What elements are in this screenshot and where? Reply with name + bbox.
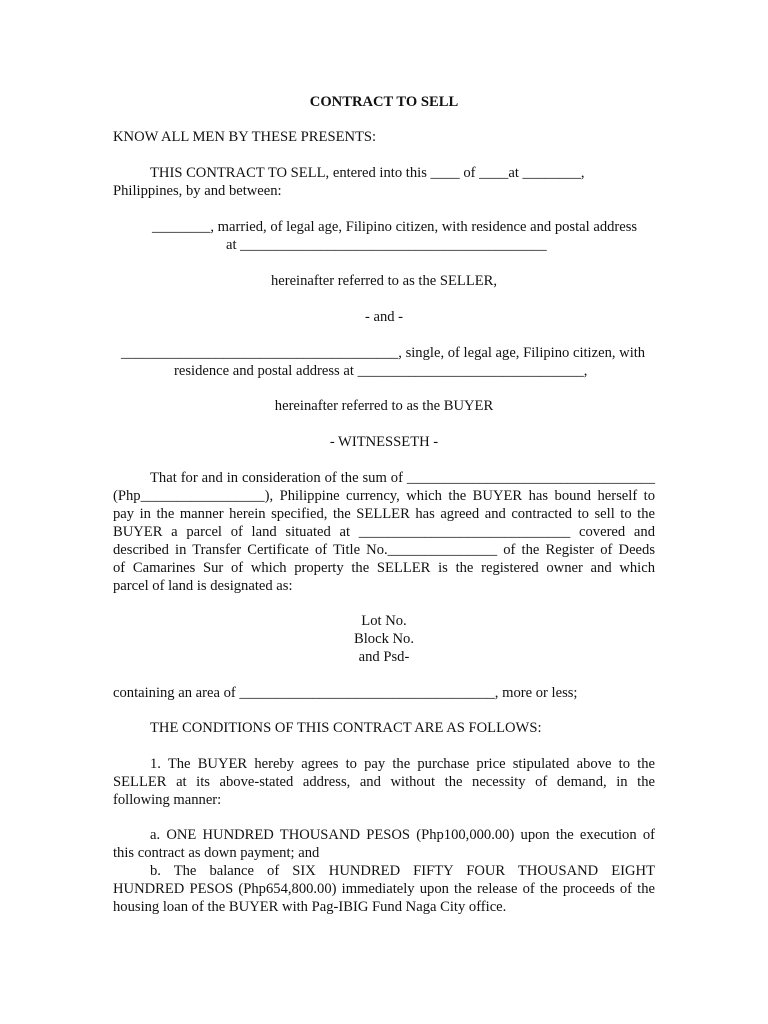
area-line: containing an area of ___________________________________, more or less; [113, 685, 578, 701]
seller-line-1: ________, married, of legal age, Filipino citizen, with residence and postal address [152, 219, 638, 235]
item-b-line-2: HUNDRED PESOS (Php654,800.00) immediately upon the release of the proceeds of the [113, 881, 655, 897]
witnesseth-heading: - WITNESSETH - [329, 434, 439, 450]
consideration-line-3: pay in the manner herein specified, the SELLER has agreed and contracted to sell to the [113, 506, 655, 522]
consideration-line-4: BUYER a parcel of land situated at _____________________________ covered and [113, 524, 655, 540]
item-b-line-3: housing loan of the BUYER with Pag-IBIG Fund Naga City office. [113, 899, 507, 915]
condition-1-line-3: following manner: [113, 792, 222, 808]
conditions-heading: THE CONDITIONS OF THIS CONTRACT ARE AS FOLLOWS: [150, 720, 542, 736]
consideration-line-7: parcel of land is designated as: [113, 578, 293, 594]
condition-1-line-1: 1. The BUYER hereby agrees to pay the purchase price stipulated above to the [150, 756, 655, 772]
item-a-line-2: this contract as down payment; and [113, 845, 320, 861]
consideration-line-6: of Camarines Sur of which property the SELLER is the registered owner and which [113, 560, 655, 576]
intro-line-2: Philippines, by and between: [113, 183, 282, 199]
document-page [113, 0, 655, 1024]
consideration-line-5: described in Transfer Certificate of Title No._______________ of the Register of Deeds [113, 542, 655, 558]
psd-number: and Psd- [358, 649, 410, 665]
block-number: Block No. [354, 631, 414, 647]
lot-number: Lot No. [361, 613, 407, 629]
consideration-line-1: That for and in consideration of the sum of __________________________________ [150, 470, 655, 486]
and-separator: - and - [364, 309, 404, 325]
condition-1-line-2: SELLER at its above-stated address, and without the necessity of demand, in the [113, 774, 655, 790]
buyer-reference: hereinafter referred to as the BUYER [274, 398, 494, 414]
intro-line-1: THIS CONTRACT TO SELL, entered into this ____ of ____at ________, [150, 165, 585, 181]
seller-reference: hereinafter referred to as the SELLER, [270, 273, 498, 289]
buyer-line-1: ______________________________________, single, of legal age, Filipino citizen, with [121, 345, 646, 361]
document-title: CONTRACT TO SELL [309, 94, 459, 110]
consideration-line-2: (Php_________________), Philippine currency, which the BUYER has bound herself to [113, 488, 655, 504]
item-a-line-1: a. ONE HUNDRED THOUSAND PESOS (Php100,000.00) upon the execution of [150, 827, 655, 843]
opening-line: KNOW ALL MEN BY THESE PRESENTS: [113, 129, 377, 145]
item-b-line-1: b. The balance of SIX HUNDRED FIFTY FOUR THOUSAND EIGHT [150, 863, 655, 879]
buyer-line-2: residence and postal address at _______________________________, [174, 363, 588, 379]
seller-line-2: at __________________________________________ [226, 237, 547, 253]
